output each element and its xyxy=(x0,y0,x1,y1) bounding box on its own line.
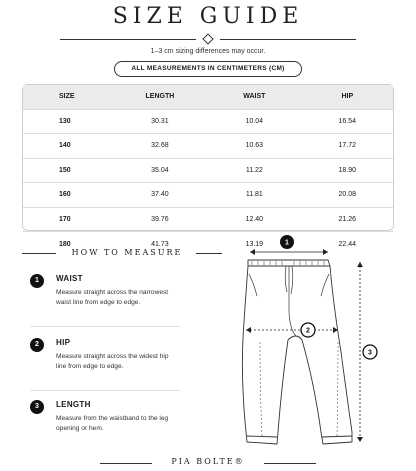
step-number-badge: 1 xyxy=(30,274,44,288)
heading-line-right xyxy=(196,253,222,254)
cell-length: 41.73 xyxy=(151,240,169,248)
marker-3-label: 3 xyxy=(368,349,372,357)
step-description: Measure straight across the narrowest waist line from edge to edge. xyxy=(56,289,169,306)
header-waist: WAIST xyxy=(243,93,266,101)
cell-hip: 18.90 xyxy=(338,166,357,174)
cell-length: 37.40 xyxy=(151,191,169,199)
cell-size: 180 xyxy=(59,240,71,248)
hip-arrow-left xyxy=(246,327,251,333)
cell-size: 150 xyxy=(59,166,71,174)
cell-size: 140 xyxy=(59,142,71,150)
step-title: HIP xyxy=(56,338,71,347)
waist-arrow-right xyxy=(323,249,328,255)
cell-hip: 22.44 xyxy=(338,240,357,248)
cell-length: 39.76 xyxy=(151,215,169,223)
table-row xyxy=(23,134,393,159)
step-divider xyxy=(30,390,180,391)
table-row xyxy=(23,208,393,233)
side-seam-left xyxy=(260,342,262,436)
brand-line-right xyxy=(264,463,316,464)
cell-size: 170 xyxy=(59,215,71,223)
waist-arrow-left xyxy=(250,249,255,255)
cell-waist: 13.19 xyxy=(245,240,264,248)
cell-length: 30.31 xyxy=(151,117,169,125)
how-to-measure-heading xyxy=(22,248,222,260)
waistband-ruching xyxy=(252,261,324,265)
step-hip xyxy=(30,338,190,386)
title-ornament xyxy=(60,34,356,44)
cell-hip: 16.54 xyxy=(338,117,357,125)
unit-badge: ALL MEASUREMENTS IN CENTIMETERS (CM) xyxy=(114,61,302,77)
cell-hip: 20.08 xyxy=(338,191,357,199)
table-row xyxy=(23,183,393,208)
cell-size: 160 xyxy=(59,191,71,199)
header-hip: HIP xyxy=(341,93,354,101)
hem-left xyxy=(247,436,277,437)
table-header-row xyxy=(23,85,393,110)
ornament-line-right xyxy=(220,39,356,40)
marker-1-label: 1 xyxy=(285,239,289,247)
table-row xyxy=(23,159,393,184)
cell-hip: 17.72 xyxy=(338,142,357,150)
how-to-measure-title: HOW TO MEASURE xyxy=(71,248,183,257)
pants-outline xyxy=(242,260,352,444)
step-length xyxy=(30,400,190,440)
ornament-line-left xyxy=(60,39,196,40)
brand-logo: PIA BOLTE® xyxy=(171,457,245,466)
pocket-right xyxy=(321,274,329,296)
marker-2-label: 2 xyxy=(306,327,310,335)
step-description: Measure straight across the widest hip line from edge to edge. xyxy=(56,353,169,370)
step-title: WAIST xyxy=(56,274,83,283)
cell-waist: 11.22 xyxy=(245,166,263,174)
cell-hip: 21.26 xyxy=(338,215,357,223)
cell-waist: 10.63 xyxy=(245,142,264,150)
sizing-note: 1–3 cm sizing differences may occur. xyxy=(150,48,266,55)
step-divider xyxy=(30,326,180,327)
step-title: LENGTH xyxy=(56,400,91,409)
length-arrow-bottom xyxy=(357,437,363,442)
cell-length: 35.04 xyxy=(151,166,169,174)
page-title: SIZE GUIDE xyxy=(112,4,304,29)
pocket-left xyxy=(249,274,257,296)
header-length: LENGTH xyxy=(145,93,175,101)
cell-waist: 12.40 xyxy=(245,215,264,223)
cell-waist: 11.81 xyxy=(245,191,263,199)
size-table xyxy=(22,84,394,248)
hem-right xyxy=(322,436,352,437)
length-arrow-top xyxy=(357,262,363,267)
pants-diagram xyxy=(220,232,390,454)
diamond-icon xyxy=(202,33,213,44)
step-waist xyxy=(30,274,190,322)
header-size: SIZE xyxy=(59,93,75,101)
cell-waist: 10.04 xyxy=(245,117,264,125)
step-number-badge: 3 xyxy=(30,400,44,414)
table-row xyxy=(23,110,393,135)
brand-line-left xyxy=(100,463,152,464)
side-seam-right xyxy=(337,342,338,436)
brand-footer xyxy=(100,457,316,469)
step-number-badge: 2 xyxy=(30,338,44,352)
heading-line-left xyxy=(22,253,56,254)
cell-size: 130 xyxy=(59,117,71,125)
cell-length: 32.68 xyxy=(151,142,169,150)
step-description: Measure from the waistband to the leg opening or hem. xyxy=(56,415,169,432)
